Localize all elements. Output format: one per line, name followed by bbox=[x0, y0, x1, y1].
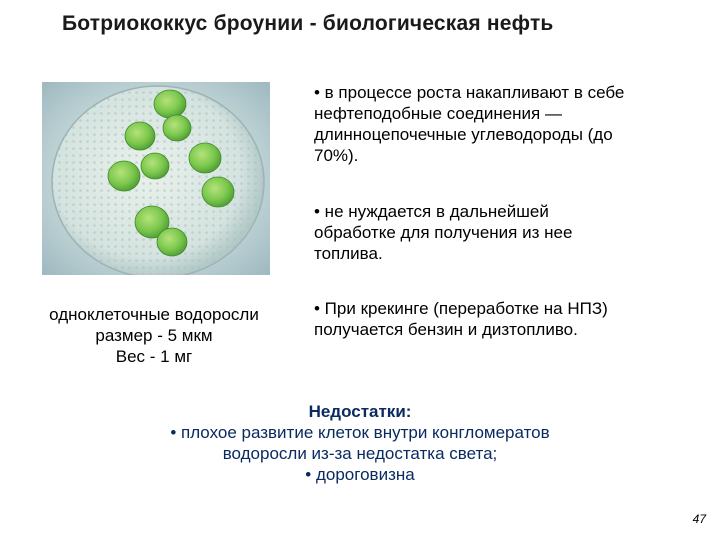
bullet-line: длинноцепочечные углеводороды (до bbox=[314, 125, 613, 144]
caption-line: размер - 5 мкм bbox=[95, 326, 213, 345]
bullet-hydrocarbons bbox=[314, 82, 699, 166]
bullet-line: • не нуждается в дальнейшей bbox=[314, 202, 549, 221]
bullet-line: • в процессе роста накапливают в себе bbox=[314, 83, 625, 102]
drawbacks-line: водоросли из-за недостатка света; bbox=[222, 444, 498, 463]
photo-caption bbox=[28, 304, 280, 367]
bullet-line: получается бензин и дизтопливо. bbox=[314, 320, 578, 339]
algae-photo bbox=[42, 82, 270, 275]
slide-title: Ботриококкус броунии - биологическая нефть bbox=[62, 12, 554, 35]
bullet-no-processing bbox=[314, 201, 699, 264]
bullet-cracking bbox=[314, 298, 699, 340]
drawbacks-line: • дороговизна bbox=[305, 465, 415, 484]
drawbacks-line: • плохое развитие клеток внутри конгломератов bbox=[170, 423, 550, 442]
drawbacks-heading: Недостатки: bbox=[308, 402, 412, 421]
bullet-line: нефтеподобные соединения — bbox=[314, 104, 562, 123]
bullet-line: 70%). bbox=[314, 146, 359, 165]
caption-line: Вес - 1 мг bbox=[115, 347, 193, 366]
bullet-line: • При крекинге (переработке на НПЗ) bbox=[314, 299, 608, 318]
caption-line: одноклеточные водоросли bbox=[49, 305, 259, 324]
page-number: 47 bbox=[692, 512, 706, 526]
drawbacks-section bbox=[90, 401, 630, 485]
bullet-line: топлива. bbox=[314, 244, 383, 263]
bullet-line: обработке для получения из нее bbox=[314, 223, 573, 242]
